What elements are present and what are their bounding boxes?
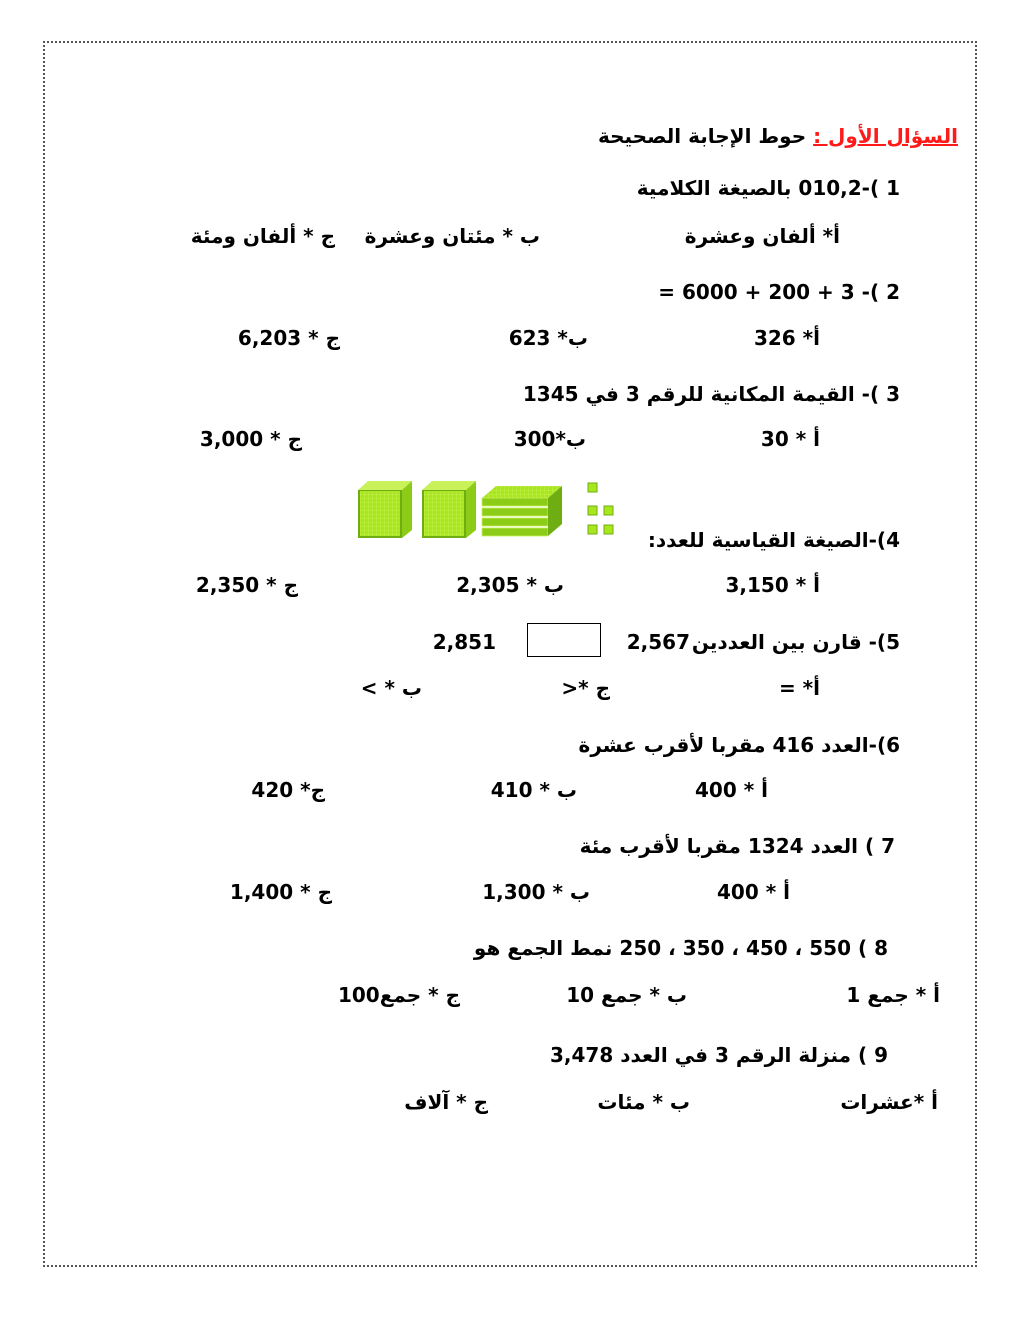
q2-choice-b[interactable]: ب* 623 bbox=[508, 326, 588, 350]
q4-choice-c[interactable]: ج * 2,350 bbox=[195, 573, 298, 597]
unit-cubes bbox=[588, 483, 613, 534]
q8-choice-a[interactable]: أ * جمع 1 bbox=[846, 983, 940, 1007]
q4-choice-b[interactable]: ب * 2,305 bbox=[456, 573, 564, 597]
base-ten-blocks-image bbox=[356, 478, 620, 540]
question-3: 3 )- القيمة المكانية للرقم 3 في 1345 bbox=[522, 382, 900, 406]
q9-choice-b[interactable]: ب * مئات bbox=[597, 1090, 690, 1114]
q4-choice-a[interactable]: أ * 3,150 bbox=[725, 573, 820, 597]
q6-choice-a[interactable]: أ * 400 bbox=[695, 778, 768, 802]
section-header bbox=[598, 124, 958, 148]
q2-choice-a[interactable]: أ* 326 bbox=[753, 326, 820, 350]
q3-choice-c[interactable]: ج * 3,000 bbox=[199, 427, 302, 451]
q1-choice-b[interactable]: ب * مئتان وعشرة bbox=[364, 224, 540, 248]
q6-choice-c[interactable]: ج* 420 bbox=[251, 778, 325, 802]
question-1: 1 )-010,2 بالصيغة الكلامية bbox=[636, 176, 900, 200]
thousand-cube-1 bbox=[358, 481, 412, 538]
question-4: 4)-الصيغة القياسية للعدد: bbox=[647, 528, 900, 552]
comparison-answer-box[interactable] bbox=[527, 623, 601, 657]
q5-choice-a[interactable]: أ* = bbox=[778, 676, 820, 700]
q5-choice-c[interactable]: ج *< bbox=[561, 676, 610, 700]
q3-choice-a[interactable]: أ * 30 bbox=[760, 427, 820, 451]
question-8: 8 ) 550 ، 450 ، 350 ، 250 نمط الجمع هو bbox=[473, 936, 888, 960]
q1-choice-c[interactable]: ج * ألفان ومئة bbox=[190, 224, 335, 248]
section-label: السؤال الأول : bbox=[813, 124, 958, 148]
q1-choice-a[interactable]: أ* ألفان وعشرة bbox=[684, 224, 840, 248]
q8-choice-c[interactable]: ج * جمع100 bbox=[337, 983, 460, 1007]
question-5: 5)- قارن بين العددين bbox=[691, 630, 900, 654]
question-2: 2 )- 3 + 200 + 6000 = bbox=[658, 280, 900, 304]
q7-choice-b[interactable]: ب * 1,300 bbox=[482, 880, 590, 904]
q9-choice-a[interactable]: أ *عشرات bbox=[840, 1090, 938, 1114]
q3-choice-b[interactable]: ب*300 bbox=[513, 427, 586, 451]
q5-number-right: 2,567 bbox=[626, 630, 690, 654]
q8-choice-b[interactable]: ب * جمع 10 bbox=[566, 983, 687, 1007]
q7-choice-c[interactable]: ج * 1,400 bbox=[229, 880, 332, 904]
thousand-cube-2 bbox=[422, 481, 476, 538]
q7-choice-a[interactable]: أ * 400 bbox=[717, 880, 790, 904]
question-9: 9 ) منزلة الرقم 3 في العدد 3,478 bbox=[549, 1043, 888, 1067]
section-instruction: حوط الإجابة الصحيحة bbox=[597, 124, 807, 148]
q5-choice-b[interactable]: ب * > bbox=[360, 676, 422, 700]
q5-number-left: 2,851 bbox=[432, 630, 496, 654]
hundred-flats bbox=[482, 486, 562, 536]
q2-choice-c[interactable]: ج * 6,203 bbox=[237, 326, 340, 350]
q6-choice-b[interactable]: ب * 410 bbox=[490, 778, 577, 802]
q9-choice-c[interactable]: ج * آلاف bbox=[404, 1090, 488, 1114]
question-6: 6)-العدد 416 مقربا لأقرب عشرة bbox=[578, 733, 900, 757]
question-7: 7 ) العدد 1324 مقربا لأقرب مئة bbox=[579, 834, 895, 858]
